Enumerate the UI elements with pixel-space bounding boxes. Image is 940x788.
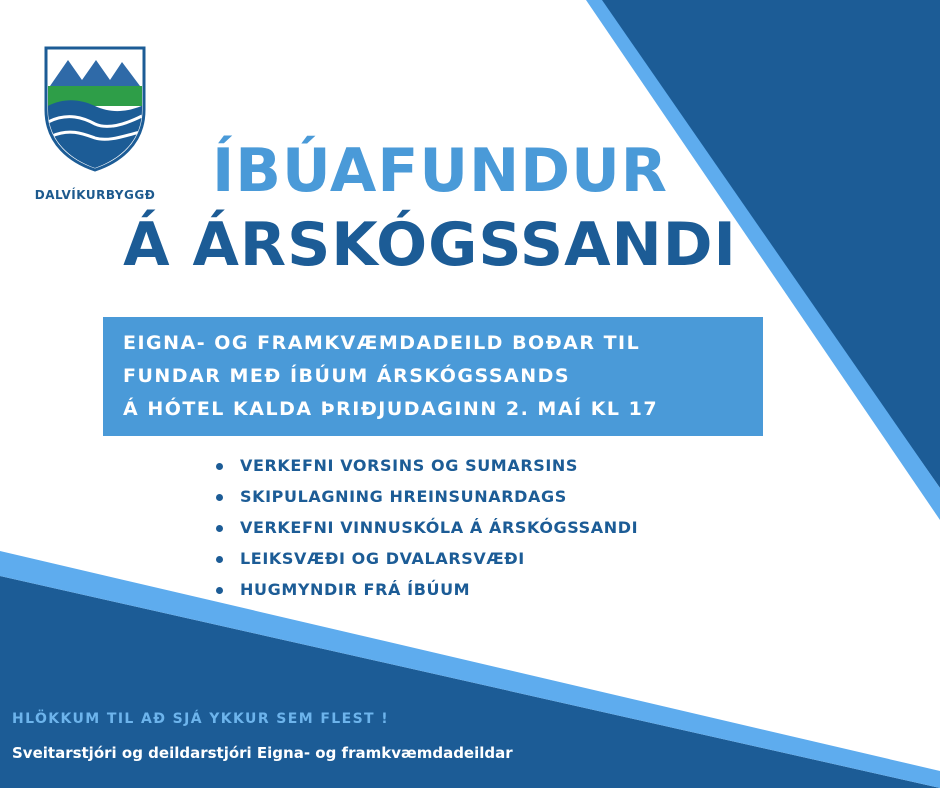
agenda-item bbox=[214, 514, 638, 545]
agenda-item-text: SKIPULAGNING HREINSUNARDAGS bbox=[240, 487, 567, 506]
announcement-line: FUNDAR MEÐ ÍBÚUM ÁRSKÓGSSANDS bbox=[123, 365, 571, 387]
agenda-item-text: VERKEFNI VORSINS OG SUMARSINS bbox=[240, 456, 579, 475]
agenda-item bbox=[214, 576, 638, 607]
announcement-line: EIGNA- OG FRAMKVÆMDADEILD BOÐAR TIL bbox=[123, 332, 641, 354]
announcement-box bbox=[103, 317, 763, 436]
agenda-item bbox=[214, 483, 638, 514]
footer-greeting: HLÖKKUM TIL AÐ SJÁ YKKUR SEM FLEST ! bbox=[12, 711, 390, 727]
agenda-list bbox=[214, 452, 638, 607]
agenda-item bbox=[214, 452, 638, 483]
brand-name: DALVÍKURBYGGÐ bbox=[34, 188, 156, 202]
announcement-line: Á HÓTEL KALDA ÞRIÐJUDAGINN 2. MAÍ KL 17 bbox=[123, 398, 659, 420]
bullet-icon bbox=[216, 525, 223, 532]
bullet-icon bbox=[216, 556, 223, 563]
agenda-item-text: VERKEFNI VINNUSKÓLA Á ÁRSKÓGSSANDI bbox=[240, 518, 639, 537]
agenda-item bbox=[214, 545, 638, 576]
footer-signature: Sveitarstjóri og deildarstjóri Eigna- og framkvæmdadeildar bbox=[12, 744, 513, 762]
agenda-item-text: LEIKSVÆÐI OG DVALARSVÆÐI bbox=[240, 549, 525, 568]
headline-line-1: ÍBÚAFUNDUR bbox=[211, 136, 668, 206]
bullet-icon bbox=[216, 463, 223, 470]
bullet-icon bbox=[216, 494, 223, 501]
headline-line-2: Á ÁRSKÓGSSANDI bbox=[123, 210, 737, 280]
agenda-item-text: HUGMYNDIR FRÁ ÍBÚUM bbox=[240, 580, 471, 599]
bullet-icon bbox=[216, 587, 223, 594]
